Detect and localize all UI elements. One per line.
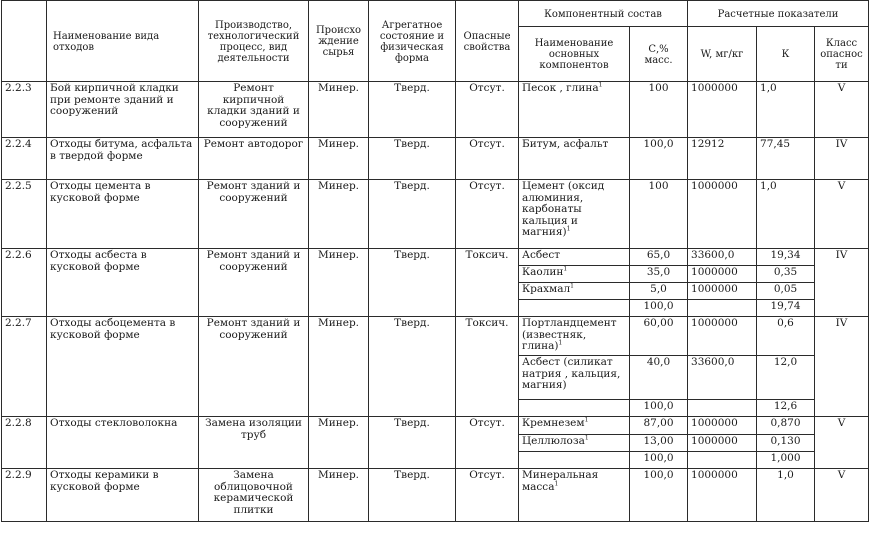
row-code: 2.2.8: [2, 417, 47, 469]
component-k: 1,0: [757, 180, 815, 249]
row-origin: Минер.: [309, 417, 369, 469]
component-content: 60,00: [630, 317, 688, 356]
component-content: 13,00: [630, 435, 688, 452]
header-component-name: Наименование основных компонентов: [519, 27, 630, 82]
table-row: [2, 180, 869, 249]
component-content: 100,0: [630, 138, 688, 180]
header-composition: Компонентный состав: [519, 1, 688, 27]
row-name: Отходы цемента в кусковой форме: [47, 180, 199, 249]
header-content: С,% масс.: [630, 27, 688, 82]
row-name: Отходы асбоцемента в кусковой форме: [47, 317, 199, 417]
component-content: 100: [630, 82, 688, 138]
component-name: Асбест: [519, 249, 630, 266]
row-hazard: Токсич.: [456, 249, 519, 317]
component-w: 1000000: [688, 435, 757, 452]
component-name: Целлюлоза$^1$: [519, 435, 630, 452]
component-content: 40,0: [630, 356, 688, 400]
component-name: Крахмал$^1$: [519, 283, 630, 300]
component-content: 65,0: [630, 249, 688, 266]
component-w: 12912: [688, 138, 757, 180]
row-origin: Минер.: [309, 469, 369, 522]
component-k: 12,0: [757, 356, 815, 400]
component-content: 87,00: [630, 417, 688, 435]
row-state: Тверд.: [369, 82, 456, 138]
row-origin: Минер.: [309, 180, 369, 249]
component-content: 35,0: [630, 266, 688, 283]
row-process: Замена изоляции труб: [199, 417, 309, 469]
component-w: [688, 300, 757, 317]
row-name: Отходы битума, асфальта в твердой форме: [47, 138, 199, 180]
header-class: Класс опасности: [815, 27, 869, 82]
component-w: [688, 452, 757, 469]
component-name: Асбест (силикат натрия , кальция, магния): [519, 356, 630, 400]
component-name: [519, 300, 630, 317]
row-hazard: Отсут.: [456, 469, 519, 522]
component-w: 1000000: [688, 180, 757, 249]
table-row: [2, 417, 869, 435]
row-class: V: [815, 469, 869, 522]
component-name: Цемент (оксид алюминия, карбонаты кальция и магния)$^1$: [519, 180, 630, 249]
row-hazard: Отсут.: [456, 138, 519, 180]
row-origin: Минер.: [309, 138, 369, 180]
row-hazard: Отсут.: [456, 417, 519, 469]
row-origin: Минер.: [309, 317, 369, 417]
waste-classification-table: [1, 0, 869, 522]
component-k: 19,34: [757, 249, 815, 266]
header-calc: Расчетные показатели: [688, 1, 869, 27]
row-class: V: [815, 180, 869, 249]
row-name: Бой кирпичной кладки при ремонте зданий и сооружений: [47, 82, 199, 138]
component-k: 1,0: [757, 469, 815, 522]
row-process: Ремонт зданий и сооружений: [199, 249, 309, 317]
component-w: 33600,0: [688, 356, 757, 400]
table-row: [2, 469, 869, 522]
component-k-total: 12,6: [757, 400, 815, 417]
row-class: IV: [815, 249, 869, 317]
component-name: Минеральная масса$^1$: [519, 469, 630, 522]
row-hazard: Отсут.: [456, 180, 519, 249]
component-w: [688, 400, 757, 417]
component-name: Кремнезем$^1$: [519, 417, 630, 435]
row-state: Тверд.: [369, 180, 456, 249]
component-content: 5,0: [630, 283, 688, 300]
component-k: 0,35: [757, 266, 815, 283]
header-name: Наименование вида отходов: [47, 1, 199, 82]
header-row-1: [2, 1, 869, 27]
row-code: 2.2.3: [2, 82, 47, 138]
component-name: Портландцемент (известняк, глина)$^1$: [519, 317, 630, 356]
row-process: Ремонт зданий и сооружений: [199, 317, 309, 417]
component-content: 100: [630, 180, 688, 249]
header-code: [2, 1, 47, 82]
row-hazard: Отсут.: [456, 82, 519, 138]
component-w: 1000000: [688, 82, 757, 138]
component-k: 0,05: [757, 283, 815, 300]
header-process: Производство, технологический процесс, вид деятельности: [199, 1, 309, 82]
component-w: 1000000: [688, 317, 757, 356]
row-state: Тверд.: [369, 317, 456, 417]
component-content-total: 100,0: [630, 300, 688, 317]
component-name: [519, 400, 630, 417]
header-w: W, мг/кг: [688, 27, 757, 82]
row-name: Отходы керамики в кусковой форме: [47, 469, 199, 522]
component-name: Каолин$^1$: [519, 266, 630, 283]
row-class: IV: [815, 138, 869, 180]
component-w: 1000000: [688, 417, 757, 435]
row-class: V: [815, 82, 869, 138]
header-origin: Происхождение сырья: [309, 1, 369, 82]
component-k: 0,130: [757, 435, 815, 452]
row-state: Тверд.: [369, 417, 456, 469]
row-hazard: Токсич.: [456, 317, 519, 417]
header-k: К: [757, 27, 815, 82]
row-name: Отходы стекловолокна: [47, 417, 199, 469]
row-process: Ремонт автодорог: [199, 138, 309, 180]
row-code: 2.2.9: [2, 469, 47, 522]
component-w: 1000000: [688, 283, 757, 300]
component-k: 0,6: [757, 317, 815, 356]
row-code: 2.2.6: [2, 249, 47, 317]
table-row: [2, 82, 869, 138]
component-content-total: 100,0: [630, 400, 688, 417]
row-process: Ремонт зданий и сооружений: [199, 180, 309, 249]
component-name: [519, 452, 630, 469]
row-process: Ремонт кирпичной кладки зданий и сооружений: [199, 82, 309, 138]
row-state: Тверд.: [369, 249, 456, 317]
table-row: [2, 249, 869, 266]
component-k-total: 1,000: [757, 452, 815, 469]
row-class: V: [815, 417, 869, 469]
component-k: 77,45: [757, 138, 815, 180]
component-content: 100,0: [630, 469, 688, 522]
component-w: 33600,0: [688, 249, 757, 266]
component-w: 1000000: [688, 469, 757, 522]
row-process: Замена облицовочной керамической плитки: [199, 469, 309, 522]
row-state: Тверд.: [369, 138, 456, 180]
row-origin: Минер.: [309, 249, 369, 317]
row-name: Отходы асбеста в кусковой форме: [47, 249, 199, 317]
table-row: [2, 138, 869, 180]
component-k-total: 19,74: [757, 300, 815, 317]
row-code: 2.2.5: [2, 180, 47, 249]
table-row: [2, 317, 869, 356]
row-code: 2.2.7: [2, 317, 47, 417]
component-k: 1,0: [757, 82, 815, 138]
component-name: Битум, асфальт: [519, 138, 630, 180]
row-class: IV: [815, 317, 869, 417]
row-origin: Минер.: [309, 82, 369, 138]
row-state: Тверд.: [369, 469, 456, 522]
header-hazard: Опасные свойства: [456, 1, 519, 82]
component-name: Песок , глина$^1$: [519, 82, 630, 138]
row-code: 2.2.4: [2, 138, 47, 180]
component-content-total: 100,0: [630, 452, 688, 469]
component-w: 1000000: [688, 266, 757, 283]
header-state: Агрегатное состояние и физическая форма: [369, 1, 456, 82]
component-k: 0,870: [757, 417, 815, 435]
